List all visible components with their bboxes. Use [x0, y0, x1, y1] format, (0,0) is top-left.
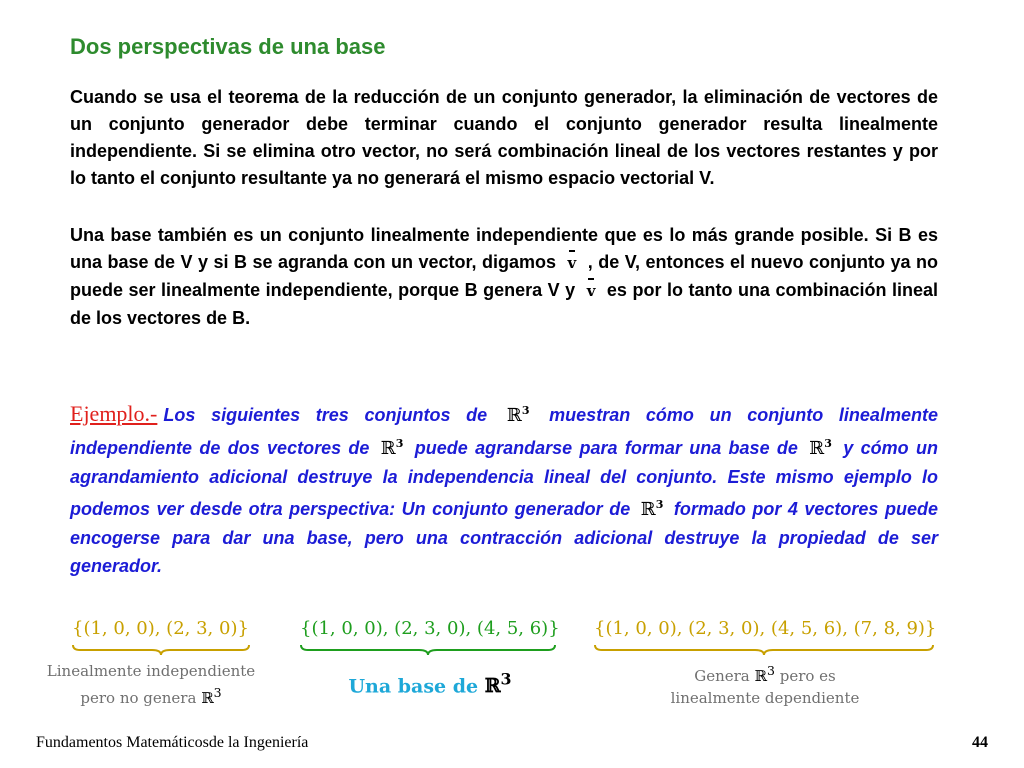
- footer-course-title: Fundamentos Matemáticosde la Ingeniería: [36, 734, 309, 751]
- r3-symbol: ℝ$^3$: [809, 437, 832, 459]
- para2-text-1: Una base también es un conjunto linealmente independiente que es lo más grande posible. Si B es una base de V y si B se agranda con un vector, digamos: [70, 225, 938, 272]
- example-text-4: y cómo un agrandamiento adicional destruye la independencia lineal del conjunto. Este mismo ejemplo lo podemos ver desde otra perspectiva: Un conjunto generador de: [70, 438, 938, 519]
- set-dependent: {(1, 0, 0), (2, 3, 0), (4, 5, 6), (7, 8, 9)}: [594, 618, 937, 639]
- caption-independent-line1: Linealmente independiente: [46, 662, 256, 680]
- caption-dependent: [620, 660, 910, 709]
- r3-symbol: ℝ$^3$: [484, 670, 512, 698]
- vector-v-symbol: v: [562, 250, 583, 277]
- vector-v-symbol: v: [581, 278, 602, 305]
- paragraph-reduction-theorem: Cuando se usa el teorema de la reducción de un conjunto generador, la eliminación de vectores de un conjunto generador debe terminar cuando el conjunto generador resulta linealmente independiente. Si se elimina otro vector, no será combinación lineal de los vectores restantes y por lo tanto el conjunto resultante ya no generará el mismo espacio vectorial V.: [70, 87, 938, 188]
- example-paragraph: [70, 397, 938, 580]
- underbrace-green: [300, 644, 556, 656]
- example-text-3: puede agrandarse para formar una base de: [414, 438, 798, 458]
- slide-title: Dos perspectivas de una base: [70, 34, 386, 59]
- caption-independent-line2: pero no genera ℝ$^3$: [80, 685, 222, 707]
- caption-independent: [20, 660, 282, 709]
- caption-dependent-line2: linealmente dependiente: [670, 689, 860, 707]
- para2-text-3: es por lo tanto una combinación lineal de los vectores de B.: [70, 280, 938, 328]
- r3-symbol: ℝ$^3$: [754, 663, 775, 685]
- example-text-1: Los siguientes tres conjuntos de: [163, 405, 488, 425]
- example-label: Ejemplo.-: [70, 401, 158, 426]
- para2-text-2: , de V, entonces el nuevo conjunto ya no puede ser linealmente independiente, porque B genera V y: [70, 252, 939, 300]
- r3-symbol: ℝ$^3$: [201, 685, 222, 707]
- set-independent: {(1, 0, 0), (2, 3, 0)}: [72, 618, 249, 639]
- r3-symbol: ℝ$^3$: [506, 404, 530, 426]
- example-text-5: formado por 4 vectores puede encogerse para dar una base, pero una contracción adicional destruye la propiedad de ser generador.: [70, 499, 938, 576]
- caption-dependent-line1: Genera ℝ$^3$ pero es: [694, 663, 836, 685]
- r3-symbol: ℝ$^3$: [380, 437, 404, 459]
- set-base: {(1, 0, 0), (2, 3, 0), (4, 5, 6)}: [300, 618, 560, 639]
- example-text-2: muestran cómo un conjunto linealmente independiente de dos vectores de: [70, 405, 938, 458]
- footer-page-number: 44: [972, 734, 988, 751]
- underbrace-yellow-right: [594, 644, 934, 656]
- underbrace-yellow-left: [72, 644, 250, 656]
- caption-base: Una base de ℝ$^3$: [348, 670, 512, 698]
- r3-symbol: ℝ$^3$: [640, 498, 664, 520]
- paragraph-base-maximal: [70, 222, 938, 332]
